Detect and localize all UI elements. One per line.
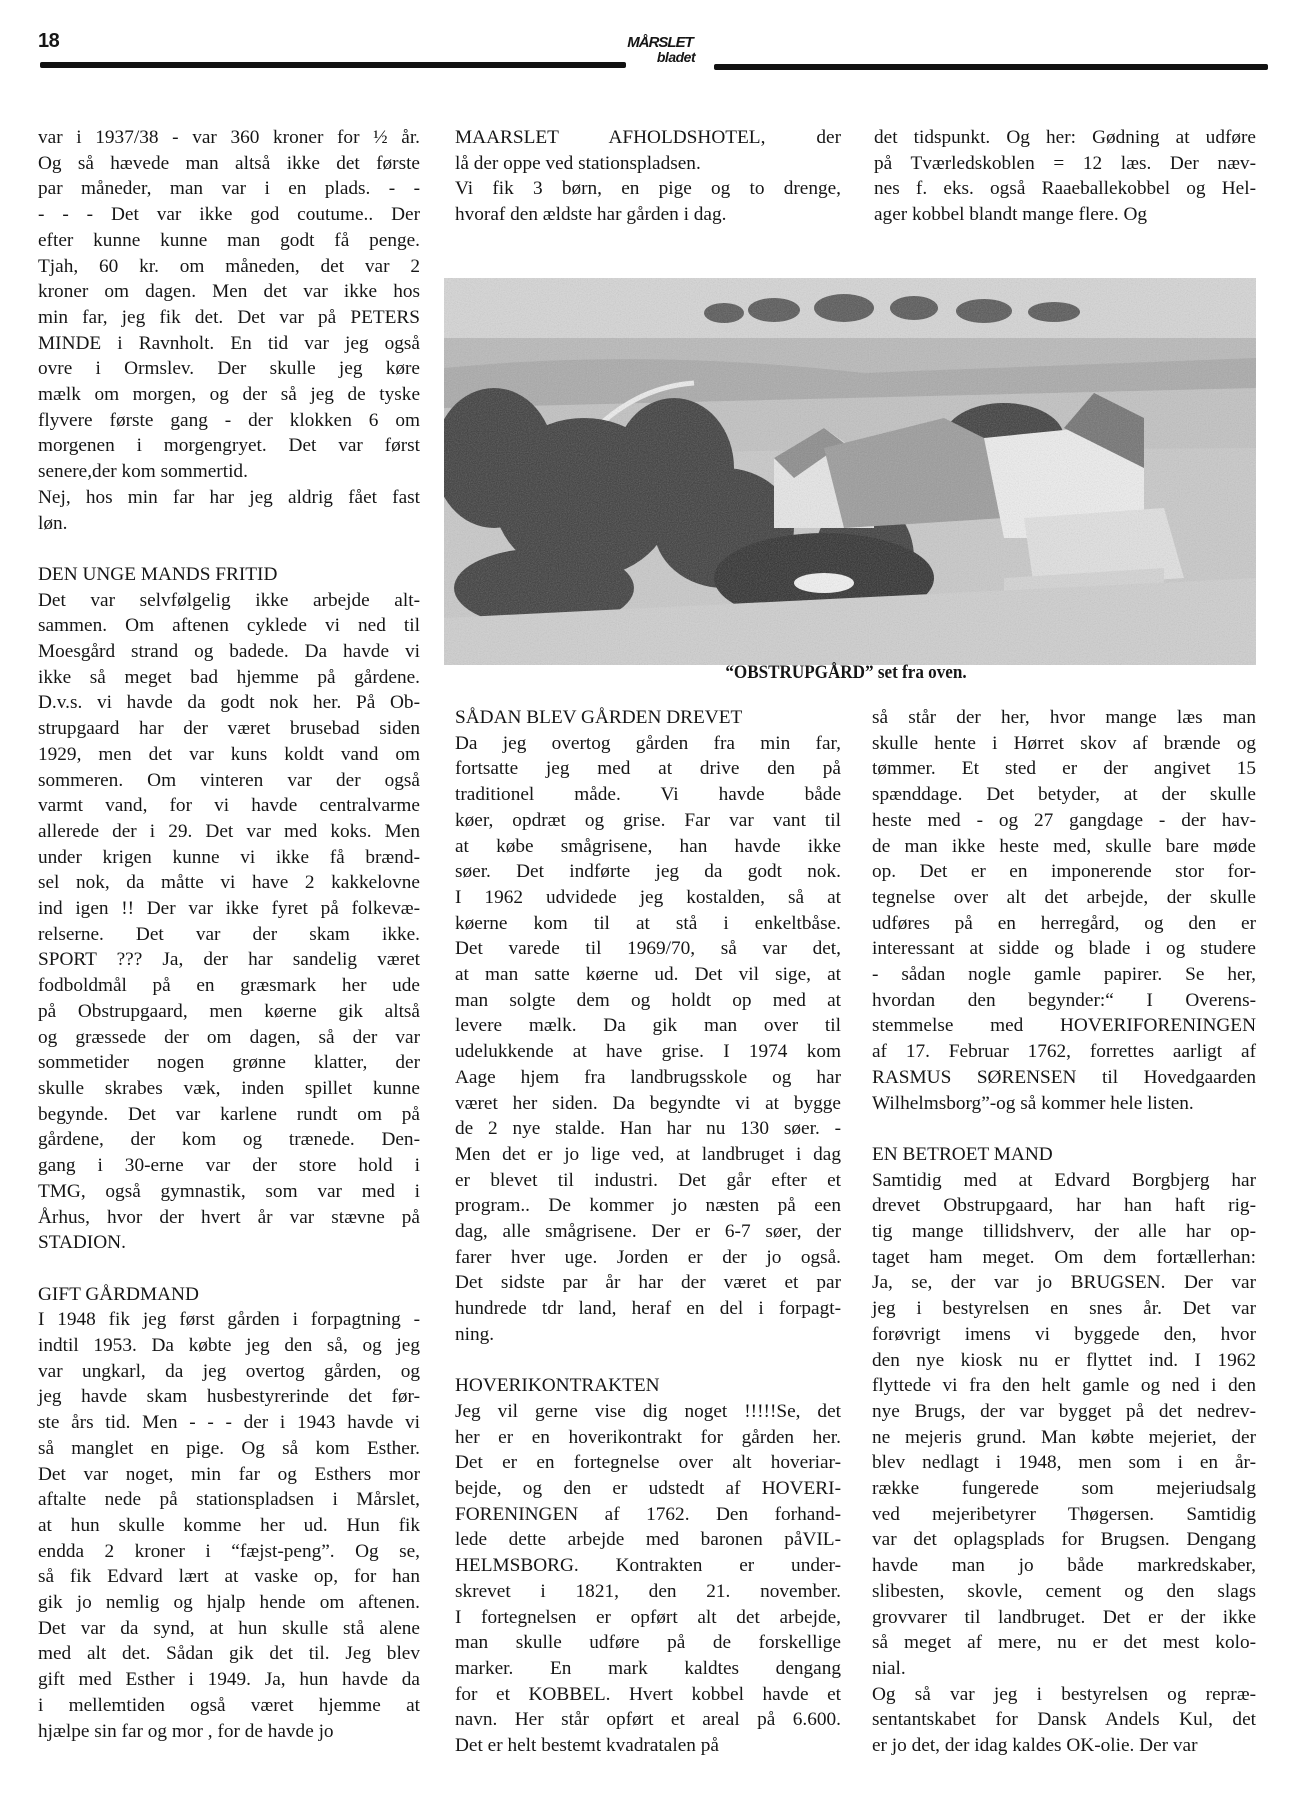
text-line: fodboldmål på en græsmark her ude bbox=[38, 975, 420, 997]
text-line: med alt det. Sådan gik det til. Jeg blev bbox=[38, 1643, 420, 1665]
text-line: sammen. Om aftenen cyklede vi ned til bbox=[38, 615, 420, 637]
text-line: par måneder, man var i en plads. - - bbox=[38, 178, 420, 200]
text-line: blev nedlagt i 1948, men som i en år- bbox=[872, 1452, 1256, 1474]
text-line: marker. En mark kaldtes dengang bbox=[455, 1658, 841, 1679]
text-line: ning. bbox=[455, 1323, 495, 1345]
text-line: løn. bbox=[38, 512, 68, 534]
masthead-logo bbox=[606, 36, 726, 64]
text-line: - - - Det var ikke god coutume.. Der bbox=[38, 204, 420, 226]
text-line: drevet Obstrupgaard, har han haft rig- bbox=[872, 1195, 1256, 1217]
text-line: sel nok, da måtte vi have 2 kakkelovne bbox=[38, 872, 420, 894]
text-line: hvoraf den ældste har gården i dag. bbox=[455, 204, 727, 226]
text-line: Ja, se, der var jo BRUGSEN. Der var bbox=[872, 1272, 1256, 1294]
photo-caption: “OBSTRUPGÅRD” set fra oven. bbox=[725, 662, 967, 683]
text-line: endda 2 kroner i “fæjst-peng”. Og se, bbox=[38, 1540, 420, 1562]
text-line: den nye kiosk nu er flyttet ind. I 1962 bbox=[872, 1349, 1256, 1371]
text-line: FORENINGEN af 1762. Den forhand- bbox=[455, 1503, 841, 1525]
text-line: D.v.s. vi havde da godt nok her. På Ob- bbox=[38, 692, 420, 714]
text-line: søer. Det indførte jeg da godt nok. bbox=[455, 861, 841, 883]
col2-section3 bbox=[455, 731, 841, 1348]
text-line: farer hver uge. Jorden er der jo også. bbox=[455, 1246, 841, 1268]
col3-top-text bbox=[874, 125, 1256, 228]
text-line: forøvrigt imens vi byggede den, hvor bbox=[872, 1323, 1256, 1345]
text-line: er blevet til industri. Det går efter et bbox=[455, 1169, 841, 1191]
text-line: Det var selvfølgelig ikke arbejde alt- bbox=[38, 589, 420, 611]
text-line: MINDE i Ravnholt. En tid var jeg også bbox=[38, 332, 420, 354]
text-line: tømmer. Et sted er der angivet 15 bbox=[872, 758, 1256, 780]
column-2 bbox=[455, 705, 841, 1759]
text-line: at købe smågrisene, han havde ikke bbox=[455, 835, 841, 857]
text-line: man solgte dem og holdt op med at bbox=[455, 989, 841, 1011]
text-line: skrevet i 1821, den 21. november. bbox=[455, 1580, 841, 1602]
text-line: de man ikke heste med, skulle bare møde bbox=[872, 835, 1256, 857]
text-line: Men det er jo lige ved, at landbruget i dag bbox=[455, 1143, 841, 1165]
text-line: at hun skulle komme her ud. Hun fik bbox=[38, 1514, 420, 1536]
text-line: - sådan nogle gamle papirer. Se her, bbox=[872, 964, 1256, 986]
text-line: spænddage. Det betyder, at der skulle bbox=[872, 784, 1256, 806]
text-line: 1929, men det var kuns koldt vand om bbox=[38, 743, 420, 765]
text-line: flyvere første gang - der klokken 6 om bbox=[38, 409, 420, 431]
text-line: det tidspunkt. Og her: Gødning at udføre bbox=[874, 127, 1256, 148]
text-line: hundrede tdr land, heraf en del i forpagt- bbox=[455, 1298, 841, 1320]
text-line: min far, jeg fik det. Det var på PETERS bbox=[38, 306, 420, 328]
text-line: udføres på en herregård, og den er bbox=[872, 912, 1256, 934]
text-line: I 1948 fik jeg først gården i forpagtning - bbox=[38, 1309, 420, 1331]
section-heading-betroet-mand: EN BETROET MAND bbox=[872, 1143, 1053, 1165]
column-1 bbox=[38, 125, 420, 1744]
text-line: TMG, også gymnastik, som var med i bbox=[38, 1180, 420, 1202]
text-line: SPORT ??? Ja, der har sandelig været bbox=[38, 949, 420, 971]
text-line: lå der oppe ved stationspladsen. bbox=[455, 152, 701, 174]
text-line: var ungkarl, da jeg overtog gården, og bbox=[38, 1360, 420, 1382]
text-line: udelukkende at have grise. I 1974 kom bbox=[455, 1041, 841, 1063]
text-line: været her siden. Da begyndte vi at bygge bbox=[455, 1092, 841, 1114]
text-line: hjælpe sin far og mor , for de havde jo bbox=[38, 1720, 334, 1742]
text-line: ne mejeris grund. Man købte mejeriet, der bbox=[872, 1426, 1256, 1448]
text-line: relserne. Det var der skam ikke. bbox=[38, 923, 420, 945]
text-line: navn. Her står opført et areal på 6.600. bbox=[455, 1709, 841, 1731]
text-line: de 2 nye stalde. Han har nu 130 søer. - bbox=[455, 1118, 841, 1140]
text-line: lede dette arbejde med baronen påVIL- bbox=[455, 1529, 841, 1551]
text-line: hvordan den begynder:“ I Overens- bbox=[872, 989, 1256, 1011]
text-line: på Obstrupgaard, men køerne gik altså bbox=[38, 1000, 420, 1022]
text-line: var i 1937/38 - var 360 kroner for ½ år. bbox=[38, 127, 420, 148]
column-3-top bbox=[874, 125, 1256, 228]
text-line: Det varede til 1969/70, så var det, bbox=[455, 938, 841, 960]
text-line: allerede der i 29. Det var med koks. Men bbox=[38, 820, 420, 842]
text-line: I fortegnelsen er opført alt det arbejde, bbox=[455, 1606, 841, 1628]
text-line: så meget af mere, nu er det mest kolo- bbox=[872, 1632, 1256, 1654]
text-line: er jo det, der idag kaldes OK-olie. Der var bbox=[872, 1735, 1198, 1757]
text-line: og græssede der om dagen, så der var bbox=[38, 1026, 420, 1048]
text-line: nial. bbox=[872, 1658, 906, 1679]
text-line: ager kobbel blandt mange flere. Og bbox=[874, 204, 1148, 226]
text-line: ved mejeribetyrer Thøgersen. Samtidig bbox=[872, 1503, 1256, 1525]
text-line: nye Brugs, der var bygget på det nedrev- bbox=[872, 1400, 1256, 1422]
text-line: indtil 1953. Da købte jeg den så, og jeg bbox=[38, 1335, 420, 1357]
col2-section4 bbox=[455, 1399, 841, 1759]
text-line: kroner om dagen. Men det var ikke hos bbox=[38, 281, 420, 303]
text-line: så fik Edvard lært at vaske op, for han bbox=[38, 1566, 420, 1588]
column-3 bbox=[872, 705, 1256, 1759]
text-line: sommetider nogen grønne klatter, der bbox=[38, 1052, 420, 1074]
text-line: gang i 30-erne var der store hold i bbox=[38, 1155, 420, 1177]
text-line: så står der her, hvor mange læs man bbox=[872, 707, 1256, 728]
text-line: for et KOBBEL. Hvert kobbel havde et bbox=[455, 1683, 841, 1705]
text-line: Jeg vil gerne vise dig noget !!!!!Se, det bbox=[455, 1400, 841, 1422]
text-line: mælk om morgen, og der så jeg de tyske bbox=[38, 384, 420, 406]
farm-aerial-photo bbox=[444, 278, 1256, 665]
text-line: Wilhelmsborg”-og så kommer hele listen. bbox=[872, 1092, 1194, 1114]
text-line: op. Det er en imponerende stor for- bbox=[872, 861, 1256, 883]
text-line: levere mælk. Da gik man over til bbox=[455, 1015, 841, 1037]
text-line: I 1962 udvidede jeg kostalden, så at bbox=[455, 886, 841, 908]
text-line: STADION. bbox=[38, 1232, 126, 1254]
text-line: Det er en fortegnelse over alt hoveriar- bbox=[455, 1452, 841, 1474]
text-line: tegnelse over alt det arbejde, der skulle bbox=[872, 886, 1256, 908]
text-line: køer, opdræt og grise. Far var vant til bbox=[455, 809, 841, 831]
text-line: gift med Esther i 1949. Ja, hun havde da bbox=[38, 1669, 420, 1691]
header-rule-right bbox=[714, 64, 1268, 70]
text-line: at man satte køerne ud. Det vil sige, at bbox=[455, 964, 841, 986]
text-line: køerne kom til at stå i enkeltbåse. bbox=[455, 912, 841, 934]
col1-section1 bbox=[38, 588, 420, 1256]
text-line: begynde. Det var karlene rundt om på bbox=[38, 1103, 420, 1125]
text-line: på Tværledskoblen = 12 læs. Der næv- bbox=[874, 152, 1256, 174]
text-line: HELMSBORG. Kontrakten er under- bbox=[455, 1555, 841, 1577]
text-line: stemmelse med HOVERIFORENINGEN bbox=[872, 1015, 1256, 1037]
text-line: jeg i bestyrelsen en snes år. Det var bbox=[872, 1298, 1256, 1320]
text-line: skulle skrabes væk, inden spillet kunne bbox=[38, 1078, 420, 1099]
text-line: Vi fik 3 børn, en pige og to drenge, bbox=[455, 178, 841, 200]
text-line: heste med - og 27 gangdage - der hav- bbox=[872, 809, 1256, 831]
text-line: tig mange tillidshverv, der alle har op- bbox=[872, 1221, 1256, 1243]
text-line: Det er helt bestemt kvadratalen på bbox=[455, 1735, 719, 1757]
text-line: grovvarer til landbruget. Det er der ikke bbox=[872, 1606, 1256, 1628]
text-line: program.. De kommer jo næsten på een bbox=[455, 1195, 841, 1217]
text-line: Og så var jeg i bestyrelsen og repræ- bbox=[872, 1683, 1256, 1705]
text-line: var det oplagsplads for Brugsen. Dengang bbox=[872, 1529, 1256, 1551]
text-line: Samtidig med at Edvard Borgbjerg har bbox=[872, 1169, 1256, 1191]
text-line: RASMUS SØRENSEN til Hovedgaarden bbox=[872, 1066, 1256, 1088]
text-line: under krigen kunne vi ikke få brænd- bbox=[38, 846, 420, 868]
text-line: nes f. eks. også Raaeballekobbel og Hel- bbox=[874, 178, 1256, 200]
text-line: ikke så meget bad hjemme på gårdene. bbox=[38, 666, 420, 688]
text-line: fortsatte jeg med at drive den på bbox=[455, 758, 841, 780]
text-line: dag, alle smågrisene. Der er 6-7 søer, der bbox=[455, 1221, 841, 1243]
text-line: slibesten, skovle, cement og den slags bbox=[872, 1580, 1256, 1602]
text-line: interessant at sidde og blade i og studere bbox=[872, 938, 1256, 960]
text-line: senere,der kom sommertid. bbox=[38, 461, 248, 483]
text-line: gik jo nemlig og hjalp hende om aftenen. bbox=[38, 1592, 420, 1614]
text-line: ind igen !! Der var ikke fyret på folkevæ- bbox=[38, 898, 420, 920]
masthead-title: MÅRSLET bbox=[627, 34, 693, 51]
text-line: ste års tid. Men - - - der i 1943 havde vi bbox=[38, 1412, 420, 1434]
col3-intro bbox=[872, 705, 1256, 1116]
text-line: Og så hævede man altså ikke det første bbox=[38, 152, 420, 174]
text-line: Århus, hvor der hvert år var stævne på bbox=[38, 1206, 420, 1228]
text-line: jeg havde skam husbestyrerinde det før- bbox=[38, 1386, 420, 1408]
text-line: række fungerede som mejeriudsalg bbox=[872, 1478, 1256, 1500]
text-line: morgenen i morgengryet. Det var først bbox=[38, 435, 420, 457]
text-line: flyttede vi fra den helt gamle og ned i den bbox=[872, 1375, 1256, 1397]
section-heading-gaarden-drevet: SÅDAN BLEV GÅRDEN DREVET bbox=[455, 707, 743, 728]
text-line: bejde, og den er udstedt af HOVERI- bbox=[455, 1478, 841, 1500]
text-line: efter kunne kunne man godt få penge. bbox=[38, 229, 420, 251]
col3-section5 bbox=[872, 1168, 1256, 1759]
farm-photo-illustration bbox=[444, 278, 1256, 665]
text-line: Det var da synd, at hun skulle stå alene bbox=[38, 1617, 420, 1639]
text-line: Nej, hos min far har jeg aldrig fået fast bbox=[38, 486, 420, 508]
header-rule-left bbox=[40, 62, 626, 68]
text-line: Det sidste par år har der været et par bbox=[455, 1272, 841, 1294]
text-line: af 17. Februar 1762, forrettes aarligt af bbox=[872, 1041, 1256, 1063]
page-number: 18 bbox=[38, 30, 60, 52]
section-heading-hoverikontrakten: HOVERIKONTRAKTEN bbox=[455, 1375, 660, 1397]
text-line: varmt vand, for vi havde centralvarme bbox=[38, 795, 420, 817]
column-2-top bbox=[455, 125, 841, 228]
text-line: havde man jo både markredskaber, bbox=[872, 1555, 1256, 1577]
text-line: skulle hente i Hørret skov af brænde og bbox=[872, 732, 1256, 754]
col1-section2 bbox=[38, 1307, 420, 1744]
text-line: Moesgård strand og badede. Da havde vi bbox=[38, 641, 420, 663]
text-line: Aage hjem fra landbrugsskole og har bbox=[455, 1066, 841, 1088]
text-line: så manglet en pige. Og så kom Esther. bbox=[38, 1437, 420, 1459]
text-line: i mellemtiden også været hjemme at bbox=[38, 1694, 420, 1716]
text-line: traditionel måde. Vi havde både bbox=[455, 784, 841, 806]
text-line: aftalte nede på stationspladsen i Mårslet, bbox=[38, 1489, 420, 1511]
text-line: Det var noget, min far og Esthers mor bbox=[38, 1463, 420, 1485]
masthead-subtitle: bladet bbox=[656, 49, 696, 65]
text-line: sentantskabet for Dansk Andels Kul, det bbox=[872, 1709, 1256, 1731]
col2-top-text bbox=[455, 125, 841, 228]
text-line: strupgaard har der været brusebad siden bbox=[38, 718, 420, 740]
section-heading-gift-gaardmand: GIFT GÅRDMAND bbox=[38, 1283, 199, 1305]
text-line: MAARSLET AFHOLDSHOTEL, der bbox=[455, 127, 841, 148]
text-line: Da jeg overtog gården fra min far, bbox=[455, 732, 841, 754]
text-line: gårdene, der kom og trænede. Den- bbox=[38, 1129, 420, 1151]
text-line: her er en hoverikontrakt for gården her. bbox=[455, 1426, 841, 1448]
text-line: man skulle udføre på de forskellige bbox=[455, 1632, 841, 1654]
text-line: sommeren. Om vinteren var der også bbox=[38, 769, 420, 791]
text-line: Tjah, 60 kr. om måneden, det var 2 bbox=[38, 255, 420, 277]
section-heading-fritid: DEN UNGE MANDS FRITID bbox=[38, 563, 278, 585]
text-line: taget ham meget. Om dem fortællerhan: bbox=[872, 1246, 1256, 1268]
text-line: ovre i Ormslev. Der skulle jeg køre bbox=[38, 358, 420, 380]
col1-intro bbox=[38, 125, 420, 536]
